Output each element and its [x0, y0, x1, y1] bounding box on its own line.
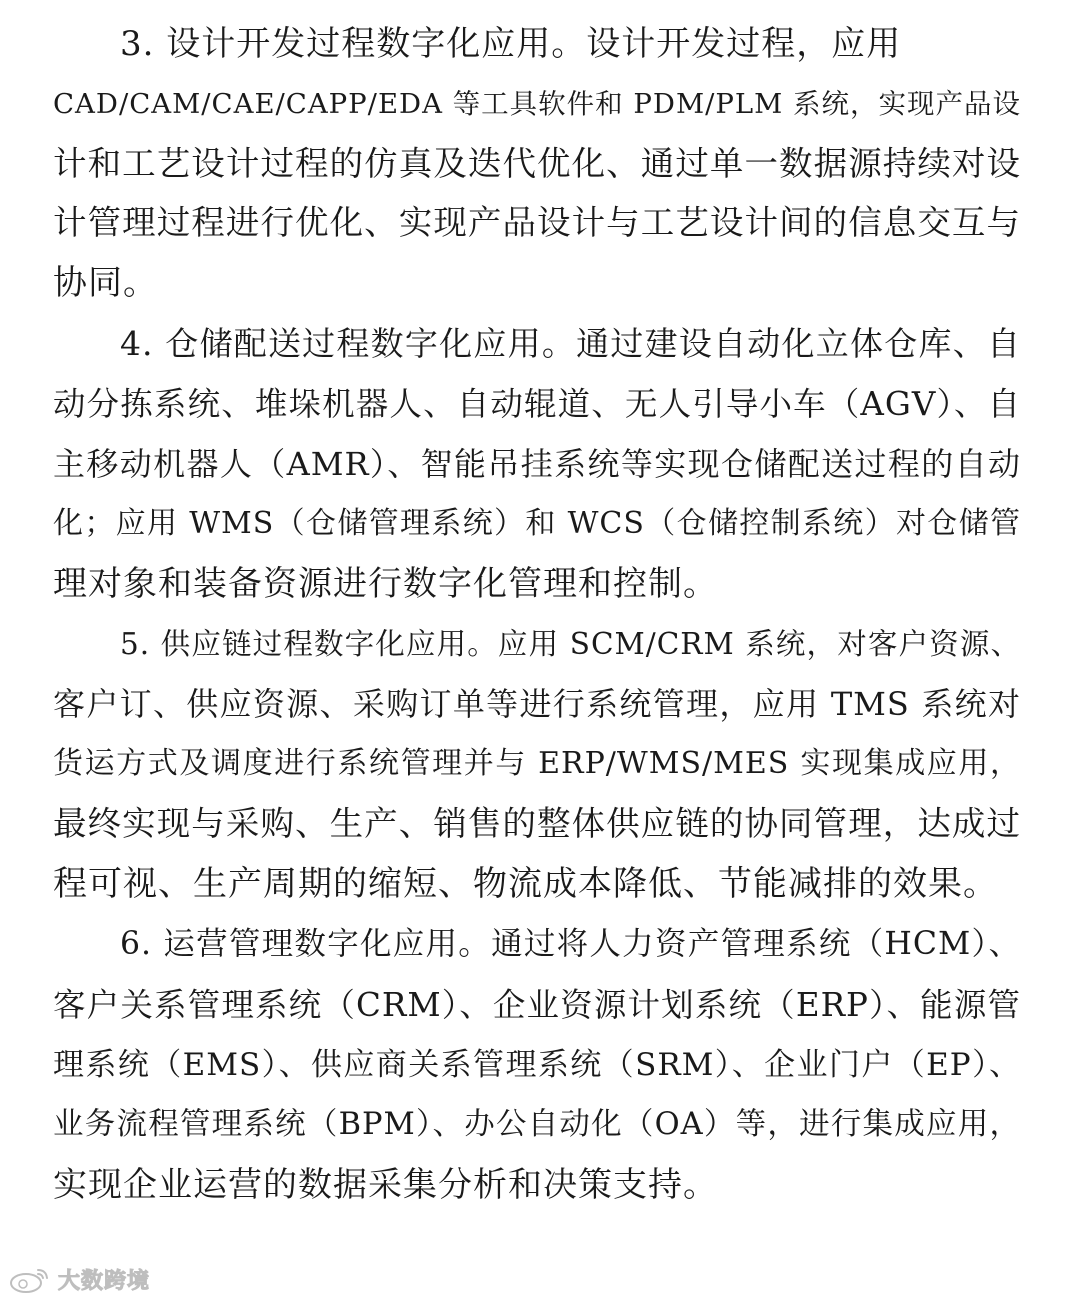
- section-5-heading-line: 5. 供应链过程数字化应用。应用 SCM/CRM 系统，对客户资源、: [120, 627, 1021, 661]
- section-3-heading-line: 3. 设计开发过程数字化应用。设计开发过程，应用: [120, 24, 902, 64]
- paragraph-line: 计和工艺设计过程的仿真及迭代优化、通过单一数据源持续对设: [53, 144, 1021, 183]
- watermark-text: 大数跨境: [58, 1268, 151, 1294]
- paragraph-line: 业务流程管理系统（BPM）、办公自动化（OA）等，进行集成应用，: [53, 1107, 1021, 1142]
- paragraph-line: 货运方式及调度进行系统管理并与 ERP/WMS/MES 实现集成应用，: [53, 746, 1021, 781]
- paragraph-line: 化；应用 WMS（仓储管理系统）和 WCS（仓储控制系统）对仓储管: [53, 506, 1021, 541]
- paragraph-line: 主移动机器人（AMR）、智能吊挂系统等实现仓储配送过程的自动: [53, 445, 1021, 483]
- paragraph-line: 客户订、供应资源、采购订单等进行系统管理，应用 TMS 系统对: [53, 685, 1021, 723]
- paragraph-line: 理对象和装备资源进行数字化管理和控制。: [53, 564, 718, 604]
- paragraph-line: 动分拣系统、堆垛机器人、自动辊道、无人引导小车（AGV）、自: [53, 385, 1021, 423]
- paragraph-line: 实现企业运营的数据采集分析和决策支持。: [53, 1165, 718, 1205]
- section-6-heading-line: 6. 运营管理数字化应用。通过将人力资产管理系统（HCM）、: [120, 926, 1021, 962]
- weibo-logo-icon: [8, 1264, 52, 1294]
- paragraph-line: 计管理过程进行优化、实现产品设计与工艺设计间的信息交互与: [53, 203, 1021, 242]
- paragraph-line: 客户关系管理系统（CRM）、企业资源计划系统（ERP）、能源管: [53, 986, 1021, 1024]
- paragraph-line: 协同。: [53, 263, 158, 303]
- watermark: [8, 1262, 150, 1296]
- paragraph-line: 程可视、生产周期的缩短、物流成本降低、节能减排的效果。: [53, 864, 998, 904]
- paragraph-line: 理系统（EMS）、供应商关系管理系统（SRM）、企业门户（EP）、: [53, 1047, 1021, 1083]
- paragraph-line: 最终实现与采购、生产、销售的整体供应链的协同管理，达成过: [53, 804, 1021, 843]
- section-4-heading-line: 4. 仓储配送过程数字化应用。通过建设自动化立体仓库、自: [120, 324, 1021, 363]
- paragraph-line: CAD/CAM/CAE/CAPP/EDA 等工具软件和 PDM/PLM 系统，实现产品设: [53, 88, 1022, 120]
